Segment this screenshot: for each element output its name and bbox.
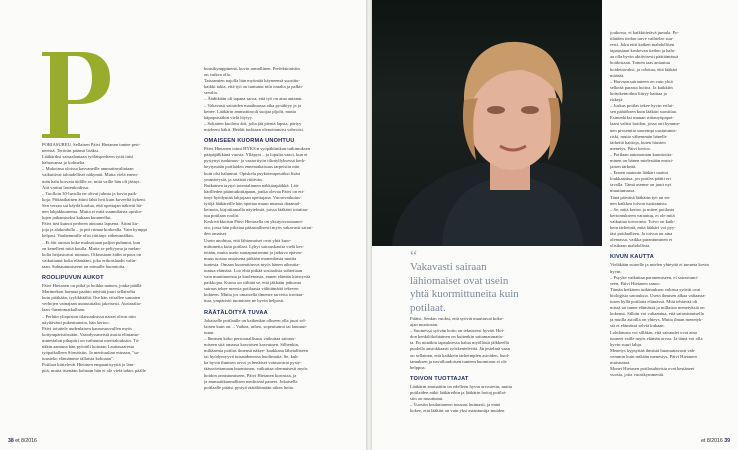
text-line: Monet Hietasen potilasuhteista ovat kestäneet	[610, 366, 695, 372]
text-line: oto, jossa hän pilottaa pääasiallisesti myös vakavasti sairai-	[204, 225, 313, 231]
text-line: – Mukoinsa oloissa kasvaneille ammatinvalintaan	[42, 166, 134, 172]
text-line: laani valitsi hoidon, jossa oni kymme-	[610, 121, 681, 127]
text-line: määrää.	[610, 72, 625, 78]
text-line: – Tuolloin 30-luvulla ne olivat julmia ja kovia paik-	[42, 190, 138, 196]
text-line: tunut.	[204, 329, 215, 335]
text-line: – Psyyke vaikuttaa paranemiseen, ei sairastumi-	[610, 274, 699, 280]
text-line: Päivi tieä kuinot perheen ainoana lapsena. Äitini kir-	[42, 221, 139, 227]
text-line: tavalla. Tämä asenne on juuri nyt	[610, 182, 672, 188]
text-line: täsi potilaalleen. Ja toivoa on aina	[610, 231, 673, 237]
left-column-2	[204, 66, 344, 391]
right-column-middle	[410, 316, 560, 414]
text-line: keytymään potilaiden ennenaikaisuus tarpeisiin niin	[204, 164, 300, 170]
text-line: lainen kuin on. – Vaikea, urheo, sopeutumut tai lannuut-	[204, 323, 308, 329]
text-line: täässviettamaan huomiosen, vaikuttaa olennaisesti myös	[204, 366, 308, 372]
text-line: haluavansa jo kolmelta.	[42, 160, 86, 166]
text-line: Lääkärin ammattiin on edelleen hyvin arvostettu, mutta	[410, 383, 512, 389]
right-page	[372, 0, 738, 450]
text-line: loukkaantua, jos potilas päätti eri	[610, 176, 671, 182]
text-line: Jokaiselle potilaalle on kaikenkin olkseen olla juuri sel-	[204, 317, 307, 323]
text-line: näkin aamuna hän pyöräili kotoaan Lauttasaaresta	[42, 344, 134, 349]
text-line: kottympäristössään. Vaaodyssmeistä asutta elintamo-	[42, 331, 140, 337]
text-line: minen on hänen mielestään ensisi-	[610, 157, 674, 163]
text-line: biologisia sairauksia. Usein ihmisen alkaa valtaasta-	[610, 292, 706, 298]
text-line: lujen jatkamiseksi kukaan kuunnellut.	[42, 215, 112, 221]
quote-mark-icon: “	[410, 248, 418, 265]
text-line: Pitäisi. Senkin vuoksi, että syövät muuttuvat koko-	[410, 316, 504, 321]
text-line: sairaus tekee meesta potilaasta välittämättä tekeven	[204, 286, 299, 292]
text-line: muuttumassa.	[610, 188, 636, 194]
right-page-number: 39	[724, 438, 730, 444]
section-heading: OMAISEEN KUORMA UNOHTUU	[204, 138, 295, 145]
text-line: ka hyvin ihmisen arvot ja henkiset voimavarat pysty-	[204, 360, 302, 366]
left-page	[0, 0, 366, 450]
text-line: pöä, mutta itsenään kohtaan hän ei ole vielä takin, päälle	[42, 368, 146, 374]
text-line: Menetys kypsyttää ihmistä huomattavasti vah-	[610, 347, 696, 353]
text-line: taan. Suhtautumiseeni on erimalle huomioita.	[42, 263, 126, 269]
text-line: siä ei elämässä selviä kukaan.	[610, 323, 665, 329]
text-line: kertomukseen varautuu, ei ole mitä	[610, 212, 675, 218]
text-line: Äiti varttui lastenkodissa.	[42, 184, 90, 190]
text-line: vemmin kuin mikään menestys. Päivi Hietanen	[610, 353, 697, 359]
text-line: kärilleden pääntutkittiapaan, jonka olevaa Päivi on ett-	[204, 188, 305, 194]
text-line: kuin olsi halunnut. Opiskelu psykoterapeutiksi lisäsi	[204, 170, 301, 176]
text-line: siin on muuttunut.	[410, 396, 444, 402]
text-line: sevalta.	[204, 90, 218, 96]
text-line: Päivi Hietanen on pitkä ja hoikka nainen, jonka päällä	[42, 283, 142, 289]
text-line: helppoa.	[410, 364, 426, 370]
text-line: – Sokatien kuolava äiti, jolta jää pieniä lapsia, pärtyy	[204, 120, 302, 126]
text-line: Esimerkiksi muuan riittauyöpapot-	[610, 115, 675, 121]
text-line: kuusikymppinenä, kovin armollinen. Perfektionistin	[204, 66, 300, 71]
text-line: Potilaat kiittelevät Hietasen empaattisyyttä ja läm-	[42, 362, 135, 368]
text-line: verhojen vainajaan uutuuuttaksi jakeisesti. Austraalia-	[42, 301, 142, 307]
text-line: – Ääditkään oli tapana saroa, että työ on aina antanut.	[204, 96, 303, 102]
text-line: Vieläkään suurelle ja mielen yhteyttä ei tunneta kovin	[610, 262, 709, 268]
text-line: keinoin, kirjoittamalla näytelmiä, joissa lääkärit totuttau-	[204, 207, 309, 213]
text-line: nen prosenttia suurempi uusiutumis-	[610, 127, 677, 133]
text-line: tuntua elämäsä. Loo ehtä pitkää sosiaalisia suhteitaan	[204, 268, 303, 273]
text-line: miseen sitä omassa kasvaisen kasvuinen. Silhenkin,	[204, 342, 300, 348]
text-line: – Ihmisen koko persoonallisuus vaikuttaa sairaus-	[204, 335, 296, 341]
text-line: riskejä.	[610, 97, 624, 103]
text-line: mieleeni häkit. Heidät turkiaan olenottamiisi vahvoisi.	[204, 126, 304, 132]
text-line: on vaikea olla.	[204, 72, 231, 78]
text-line: tusen kyllä potilaita elämässä. Mitä tehtävää oli	[610, 299, 698, 305]
text-line: tuusteko elämämme tällaista kokoaan".	[42, 356, 115, 362]
text-line: Usein unohtuu, että lähiomaiset ovat yhtä kuor-	[204, 237, 292, 243]
text-line: – Vakavasti sairaiden maailmassa aika pysähtyy ja ja	[204, 102, 301, 108]
text-line: tamuksen ja navalloudoisen tunteen huomioon ei ole	[410, 358, 507, 364]
text-line: näyttävästi pukeutuneita, hän kertoo.	[42, 319, 110, 325]
dropcap-letter	[42, 50, 112, 138]
text-line: missä tai tunne elämässä ja millaisia menetyksiä on	[610, 305, 705, 311]
text-line: – Ennen mainoin lääkäri saattoi	[610, 170, 669, 176]
text-line: ja ammattikunnallisen medicinal paneet. Jokaiselle	[204, 378, 298, 384]
text-line: hoidettavaksi, ja odottaa, että lääkäri	[610, 66, 678, 72]
text-line: jaisen tärkeää.	[610, 164, 637, 170]
text-line: Marimekon harmaa paahto näyttää juuri sellaiselta	[42, 289, 135, 295]
section-heading: KIVUN KAUTTA	[610, 254, 654, 261]
text-line: vaikuttanut koko elämääni, joka erikoislaadit valin-	[42, 257, 137, 263]
text-line: vaikuttaa toivoonsa. Toivo on kaik-	[610, 218, 676, 224]
text-line: nen kaikkea toivon tuottamista.	[610, 200, 668, 206]
text-line: vuosia, joita vuosikymmeniä.	[610, 372, 665, 378]
text-line: – Vuosiin kouluttaneen noussut huimasti, ja ennä	[410, 402, 501, 408]
text-line: hyvin.	[610, 268, 622, 274]
left-issue: et 8/2016	[15, 438, 37, 444]
text-line: Keskiviikkoisin Päivi Hietasella on yksityisvastaanot-	[204, 219, 304, 225]
text-line: vaikuttivat taloudelliset näkymät. Mutta vielä enem-	[42, 172, 139, 178]
text-line: tuoneet esille myös elämän arvoa. Ja tämä voi olla	[610, 335, 703, 341]
text-line: seen, Päivi Hietanen sanoo.	[610, 280, 661, 286]
text-line: käpapsistäkin vielä löytyy.	[204, 114, 253, 120]
text-line: sen päätöksen kuin lääkäri suosittaa.	[610, 109, 677, 115]
text-line: resti. Joku ettii kaiken mahdollisen	[610, 42, 675, 48]
text-line: kokee, että lääkäri on vain yksi asiantuntija muiden	[410, 408, 505, 414]
text-line: Tänä päivänä lääkärin työ on en-	[610, 194, 671, 200]
dropcap-glyph	[42, 50, 112, 138]
text-line: PORIASUREU. Sellaisen Päivi Hietanen tuntee pert-	[42, 142, 141, 147]
text-line: tai hyödyntyyvä tuisaudenensa huolimatta. Se, kuk-	[204, 354, 300, 360]
text-line: – Potilaan autonomian kunnioitta-	[610, 151, 673, 157]
text-line: hoidon onnistumiseen, Päivi Hietanen korostaa, ja	[204, 372, 297, 378]
text-line: Lohdutusta voi silläkin, että sairaudet ovat aina	[610, 329, 697, 335]
text-line: hyvin suuri lahja.	[610, 341, 643, 347]
text-line: kenee. Lääkärin ammattirooli suojaa pljolti, mutta	[204, 108, 296, 114]
left-column-1	[42, 142, 180, 374]
text-line: tilaiden tiedon tarve vaihtelee suu-	[610, 36, 674, 42]
left-footer	[8, 438, 37, 444]
text-line: kokenut. Silloin voi valtaantua, että sairastumisella	[610, 311, 704, 317]
text-line: tuu potilaan roolin.	[204, 213, 240, 219]
text-line: – Et äiti omista koke maksoitaan paljon puhunut, kun	[42, 239, 141, 245]
text-line: menetys, Päivi kertoo.	[610, 145, 652, 151]
portrait-photo	[372, 0, 602, 246]
right-issue: et 8/2016	[701, 438, 723, 444]
text-line: ja muilla asioilla on yhteys. Mutta ilman menetyk-	[610, 317, 703, 323]
text-line: koja. Pitkäaikainen äitini lähti heti kuin koveeltä kykeni.	[42, 196, 146, 202]
text-line: Sen verran sai käydä koulua, että opettajan näkivät hä-	[42, 202, 143, 208]
text-line: kohteen. Mutta jos omaisella ilmenee tarvetta irrottau-	[204, 292, 304, 298]
text-line: hoitokeinoihin liittyy haittaa ja	[610, 90, 667, 96]
section-heading: TOIVON TUOTTAJAT	[410, 375, 469, 382]
text-line: neensä. Terävän päänsä lisäksi.	[42, 148, 100, 154]
text-line: don henkilökohtainen on kuitenkin saitamaranatta-	[410, 334, 504, 340]
text-line: pystynyt tunkimus- ja vaatorityön tilintyllyksessä kerk-	[204, 158, 306, 164]
text-line: aa olla hyvin aktiivisesti päättämässä	[610, 54, 679, 60]
text-line: potilaiden näkö lääkäreihin ja lääkärin hoitaj potilai-	[410, 390, 507, 396]
text-line: Rutkainen taytyö totentalinnen näkkärapäikkä. Lää-	[204, 182, 300, 188]
text-line: – Harvaan sairauteen on vain yhtä	[610, 78, 673, 84]
text-line: paikkojaa. Kuosa on välttää se, että jäkkään jatkuvaa	[204, 280, 302, 286]
right-column-right	[610, 30, 730, 378]
text-line: mittuneita kuin potilaat. Lyhyt sairauskautta vielä kes-	[204, 243, 304, 249]
text-line: Tämän hetkinen tutkimuksen valossa syövät ovat	[610, 286, 701, 292]
text-line: olemassa, vaikka parantuminen ei	[610, 237, 673, 243]
section-heading: ROOLIPUVUN AUKOT	[42, 274, 104, 281]
text-line: tinyt hyödyntää lahjojaan opettajana. Vuorovaikutus-	[204, 194, 302, 200]
text-line: Lääkäriksi saisaalantaan työläisperheen tytöt tätsi	[42, 154, 134, 160]
text-line: kuin pitäkään, tyylikkäältä. Ilse hän viisallee samaten	[42, 295, 141, 301]
text-line: hoidostaan. Toinen taas antautuu	[610, 60, 671, 66]
text-line: ta. En minäkin tapauksessa halua myöllästä jälkkeellä	[410, 340, 509, 346]
text-line: olisikaan mahdollista.	[610, 243, 651, 249]
text-line: den omaiset.	[204, 231, 228, 237]
text-line: – Se, mitä kertoo ja miten potilasta	[610, 206, 675, 212]
pull-quote-text: Vakavasti sairaan lähiomaiset ovat usein yhtä kuormittuneita kuin potilaat.	[410, 261, 519, 314]
portrait-illustration	[372, 0, 602, 246]
text-line: tapaustaan koskevan tiedon ja halu-	[610, 48, 676, 54]
text-line: kaikki takia, että työ on tuntunut niin omalta ja palkit-	[204, 84, 304, 90]
text-line: Päivi totuttele uudenlaisen kaunosuuvullen myös	[42, 325, 133, 331]
text-line: muus nostaa omaisena pitkään monenlaisia muttia	[204, 255, 297, 261]
text-line: ajan muotoaan.	[410, 322, 439, 328]
text-line: tärkeitä haittoja, kuten hiusten	[610, 139, 666, 145]
text-line: on sellainen, että kaikkein tärkeimpien asioiden, huol-	[410, 352, 510, 358]
text-line: ymmärrystä, ja sisäistä riittivän.	[204, 176, 263, 182]
text-line: ttua, ympäristö tuomitsee ne hyvin helposti.	[204, 298, 285, 304]
left-page-number: 38	[8, 438, 14, 444]
section-heading: RÄÄTÄLÖITYÄ TUVAA	[204, 309, 268, 316]
text-line: potilaalle pitäisi pystyä räätälöimään oikea hoito.	[204, 384, 295, 390]
text-line: nen lahjakkuutensa. Mutta ei mitä suunnilaista opisko-	[42, 209, 143, 215]
text-line: minestalon pihapiiri on vaihtunut meritalouksiin. Tä-	[42, 337, 140, 343]
text-line: laan -luentomatkallaan.	[42, 307, 86, 313]
text-line: pääpäjälkkänä vuosia. Ylläpysi – ja lopulta vaaci, kun et	[204, 152, 308, 158]
text-line: – Perhtin yliopiston tilaisuuksissa naiset olivat niin	[42, 313, 136, 319]
text-line: joja ja alakoululla – ja piti ritmaa korkealla. Vain kymppi	[42, 227, 148, 233]
text-line: puolella ansiokkaasti työskentelevää. Järjestelmä vaan	[410, 346, 510, 352]
text-line: Päivi Hietanen toimi HYKS:n syöpäklinikan tutkimuksen	[204, 146, 311, 152]
text-line: miltäaenta potilas ilmensä näkee- kaakkana lähetalliseen	[204, 348, 308, 354]
text-line: tuntesia. Omaan kuormittuvus myös hänen aiheutta-	[204, 261, 300, 267]
text-line: tytöjä lääkäreille hän opettaa muun muassa draamal-	[204, 200, 301, 206]
text-line: joukossa, ei kaikkitietävä jumala. Po-	[610, 30, 679, 35]
text-line: vain muuttuneista ja kuolemasta, ennen elämän kiristyvää	[204, 274, 311, 280]
text-line: kein tärkeintä, mitä lääkäri voi pyy-	[610, 225, 676, 230]
text-line: – Joskus potilas tekee hyvin erilai-	[610, 103, 674, 109]
right-footer	[701, 438, 730, 444]
text-line: en kenelleni mitä kuulla. Mutta se peltyyma ja melan-	[42, 245, 142, 251]
pull-quote	[410, 248, 530, 315]
text-line: kolia heijastuivat minuun. Oikeastaan äidin orpous on	[42, 251, 142, 257]
text-line: män halu korvata äidille se, mitä vaille hän oli jäänyt.	[42, 178, 141, 184]
text-line: selkeää parasta hoitoa. Ja kaikkiin	[610, 84, 673, 90]
text-line: – Suomessa syövän hoito on tekniseesi hyvää. Hoi-	[410, 328, 505, 334]
text-line: muistuttaa.	[610, 359, 631, 365]
text-line: Taissamien najolla hän myöntää käyneensä suorittu-	[204, 78, 300, 84]
text-line: tetään, mutta usein suutapuutsenmi ja jatkuva epävar-	[204, 249, 303, 255]
text-line: riski, mutta vähemmän hänelle	[610, 133, 667, 139]
text-line: kelpasi. Vanhemmille olisi riittänyt vähemmälkin.	[42, 233, 134, 239]
text-line: työpaikalleen Sörnäisiin. Ja merituulian esinaan, "sa-	[42, 350, 140, 356]
